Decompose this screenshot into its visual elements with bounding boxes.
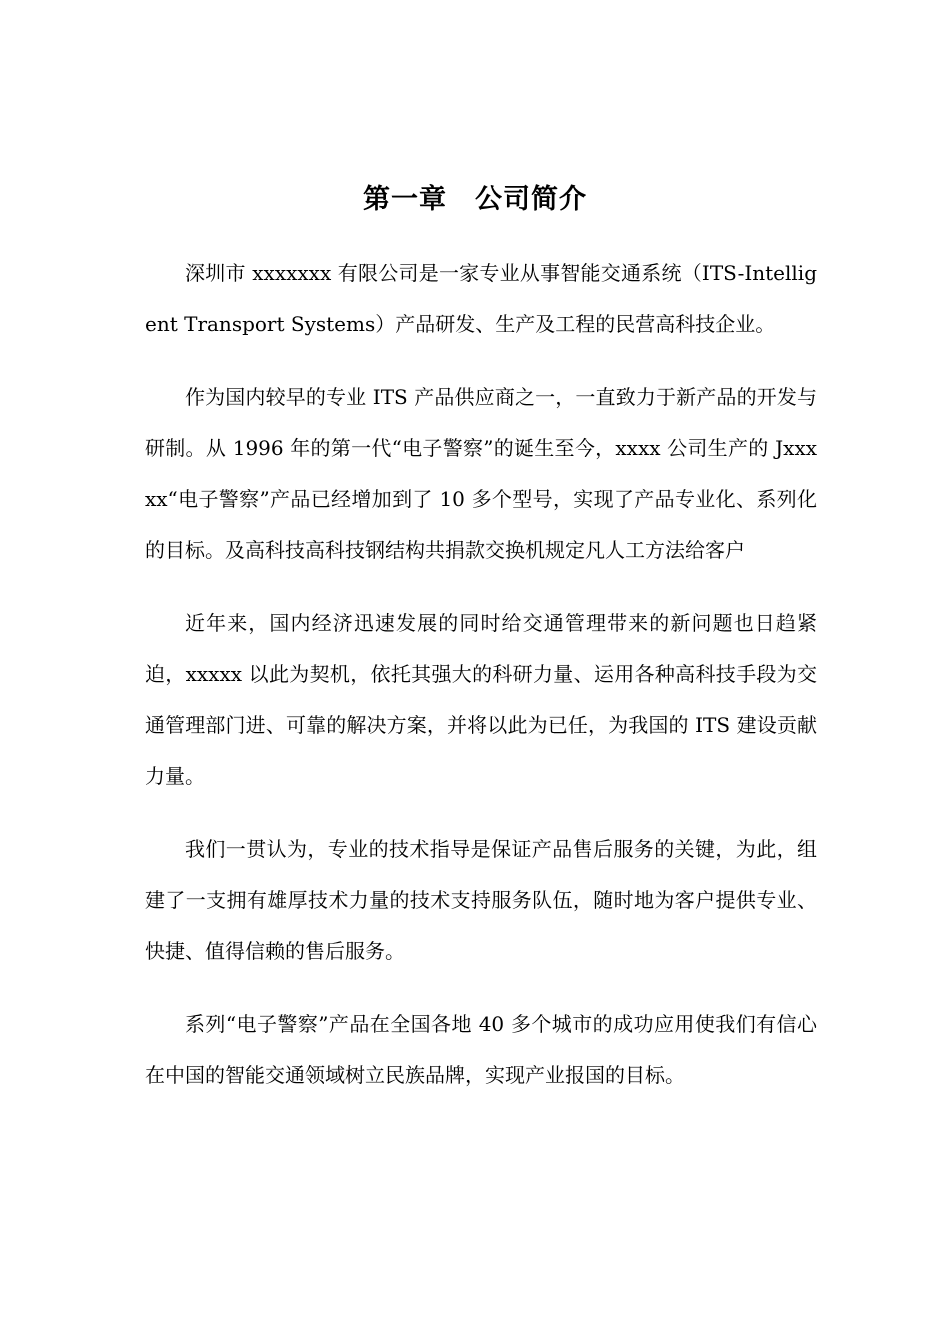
paragraph-company-intro: 深圳市 xxxxxxx 有限公司是一家专业从事智能交通系统（ITS-Intelligent Transport Systems）产品研发、生产及工程的民营高科技企业。 (145, 261, 817, 336)
paragraph-service: 我们一贯认为，专业的技术指导是保证产品售后服务的关键，为此，组建了一支拥有雄厚技术力量的技术支持服务队伍，随时地为客户提供专业、快捷、值得信赖的售后服务。 (145, 837, 817, 963)
document-body (145, 248, 817, 1123)
paragraph-goal: 系列“电子警察”产品在全国各地 40 多个城市的成功应用使我们有信心在中国的智能交通领域树立民族品牌，实现产业报国的目标。 (145, 1012, 817, 1087)
paragraph-product-history: 作为国内较早的专业 ITS 产品供应商之一，一直致力于新产品的开发与研制。从 1996 年的第一代“电子警察”的诞生至今，xxxx 公司生产的 Jxxxxx“电子警察”产品已经增加到了 10 多个型号，实现了产品专业化、系列化的目标。及高科技高科技钢结构共捐款交换机规定凡人工方法给客户 (145, 385, 817, 562)
chapter-title: 第一章 公司简介 (363, 184, 587, 215)
paragraph-development: 近年来，国内经济迅速发展的同时给交通管理带来的新问题也日趋紧迫，xxxxx 以此为契机，依托其强大的科研力量、运用各种高科技手段为交通管理部门进、可靠的解决方案，并将以此为已任，为我国的 ITS 建设贡献力量。 (145, 611, 817, 788)
